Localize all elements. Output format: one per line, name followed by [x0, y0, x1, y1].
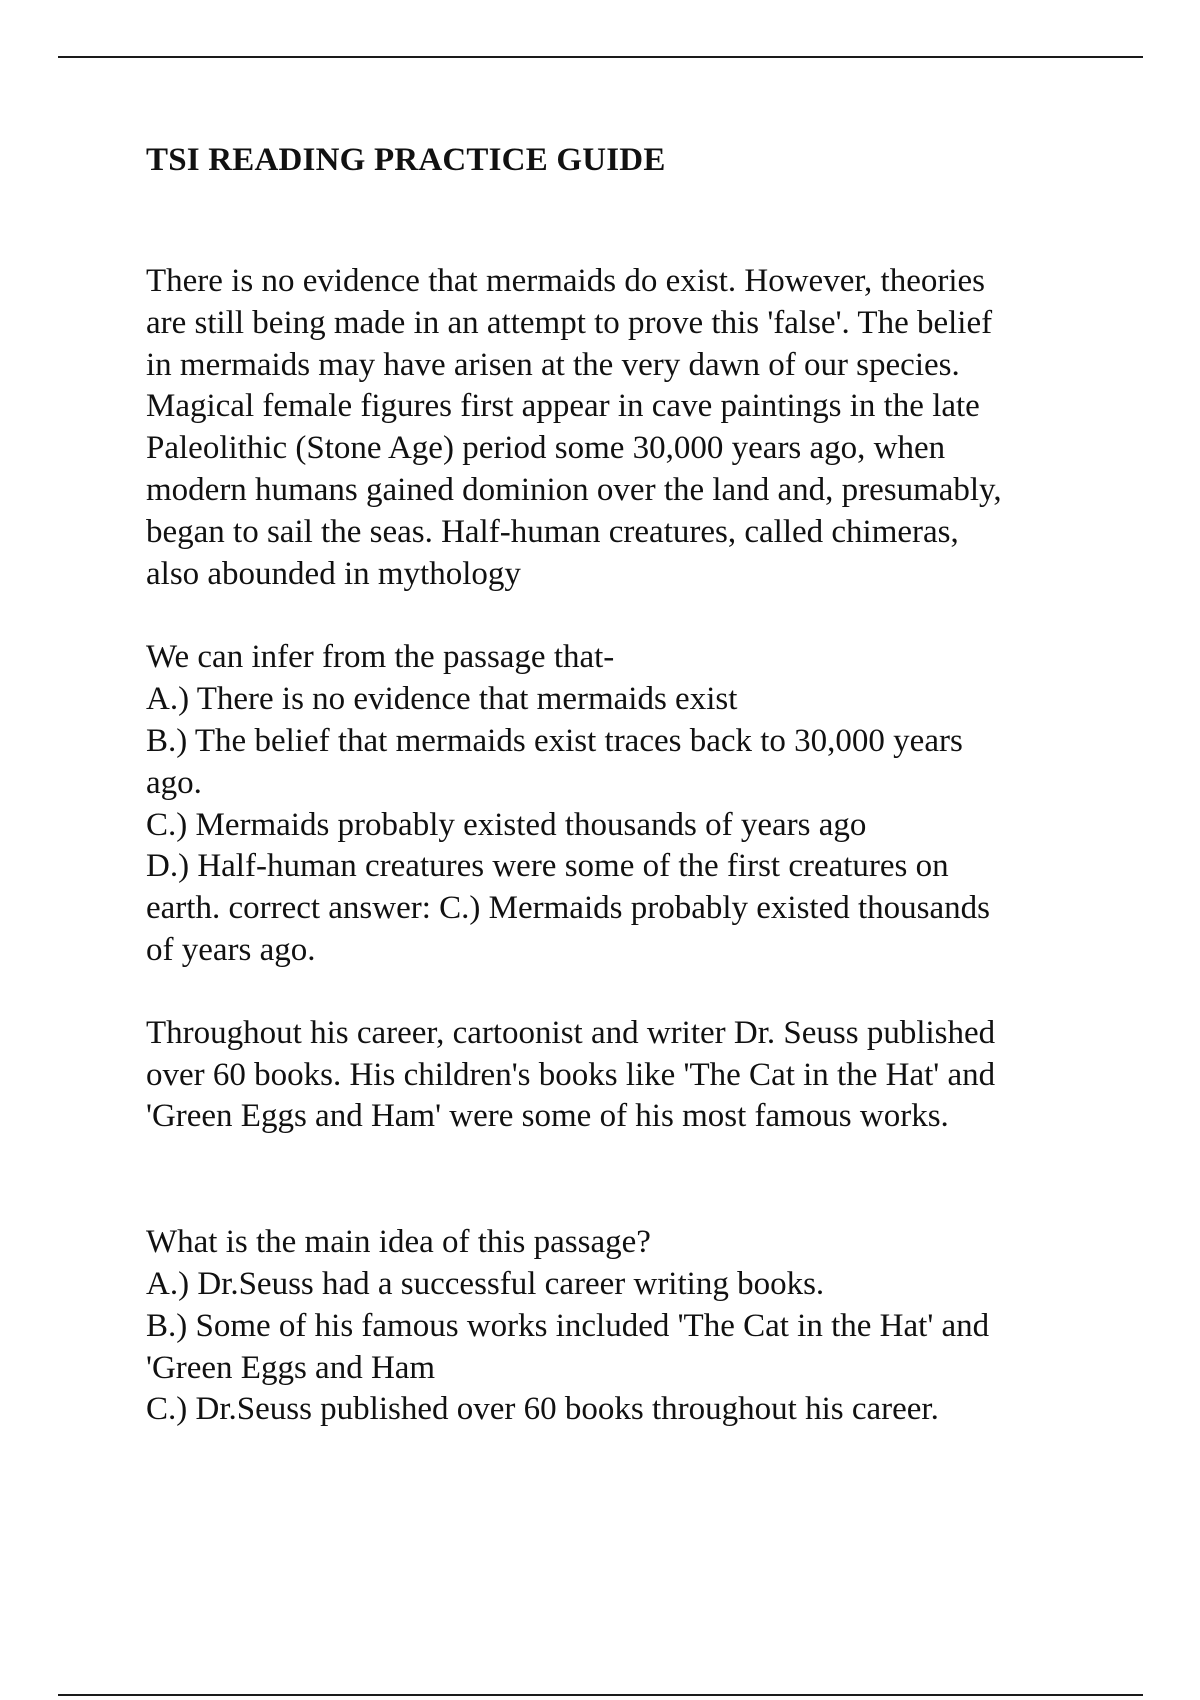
top-rule [58, 56, 1143, 58]
correct-answer-cont: of years ago. [146, 931, 316, 968]
answer-option-d: D.) Half-human creatures were some of the first creatures on [146, 848, 949, 885]
text-line: Magical female figures first appear in cave paintings in the late [146, 388, 980, 425]
bottom-rule [58, 1694, 1143, 1696]
answer-option-d-cont: earth. correct answer: C.) Mermaids probably existed thousands [146, 890, 990, 927]
text-line: are still being made in an attempt to prove this 'false'. The belief [146, 304, 993, 341]
answer-option-b-cont: ago. [146, 764, 202, 801]
text-line: began to sail the seas. Half-human creatures, called chimeras, [146, 513, 959, 550]
answer-option-c: C.) Mermaids probably existed thousands of years ago [146, 806, 867, 843]
text-line: over 60 books. His children's books like 'The Cat in the Hat' and [146, 1056, 996, 1093]
text-line: Throughout his career, cartoonist and writer Dr. Seuss published [146, 1014, 996, 1051]
text-line: modern humans gained dominion over the land and, presumably, [146, 471, 1002, 508]
question-prompt: What is the main idea of this passage? [146, 1224, 651, 1261]
passage-seuss [146, 1013, 1106, 1138]
text-line: also abounded in mythology [146, 555, 521, 592]
text-line: There is no evidence that mermaids do exist. However, theories [146, 263, 985, 299]
answer-option-b: B.) Some of his famous works included 'The Cat in the Hat' and [146, 1307, 990, 1344]
text-line: in mermaids may have arisen at the very dawn of our species. [146, 346, 960, 383]
text-line: 'Green Eggs and Ham' were some of his most famous works. [146, 1098, 949, 1135]
text-line: Paleolithic (Stone Age) period some 30,000 years ago, when [146, 430, 946, 467]
question-seuss [146, 1222, 1106, 1431]
answer-option-b: B.) The belief that mermaids exist traces back to 30,000 years [146, 722, 963, 759]
question-mermaids [146, 637, 1106, 971]
answer-option-a: A.) There is no evidence that mermaids exist [146, 681, 738, 718]
answer-option-b-cont: 'Green Eggs and Ham [146, 1349, 436, 1386]
question-prompt: We can infer from the passage that- [146, 639, 615, 676]
answer-option-a: A.) Dr.Seuss had a successful career writing books. [146, 1265, 825, 1302]
document-body [146, 140, 1106, 1431]
page-title: TSI READING PRACTICE GUIDE [146, 142, 666, 178]
answer-option-c: C.) Dr.Seuss published over 60 books throughout his career. [146, 1391, 939, 1428]
passage-mermaids [146, 261, 1106, 595]
